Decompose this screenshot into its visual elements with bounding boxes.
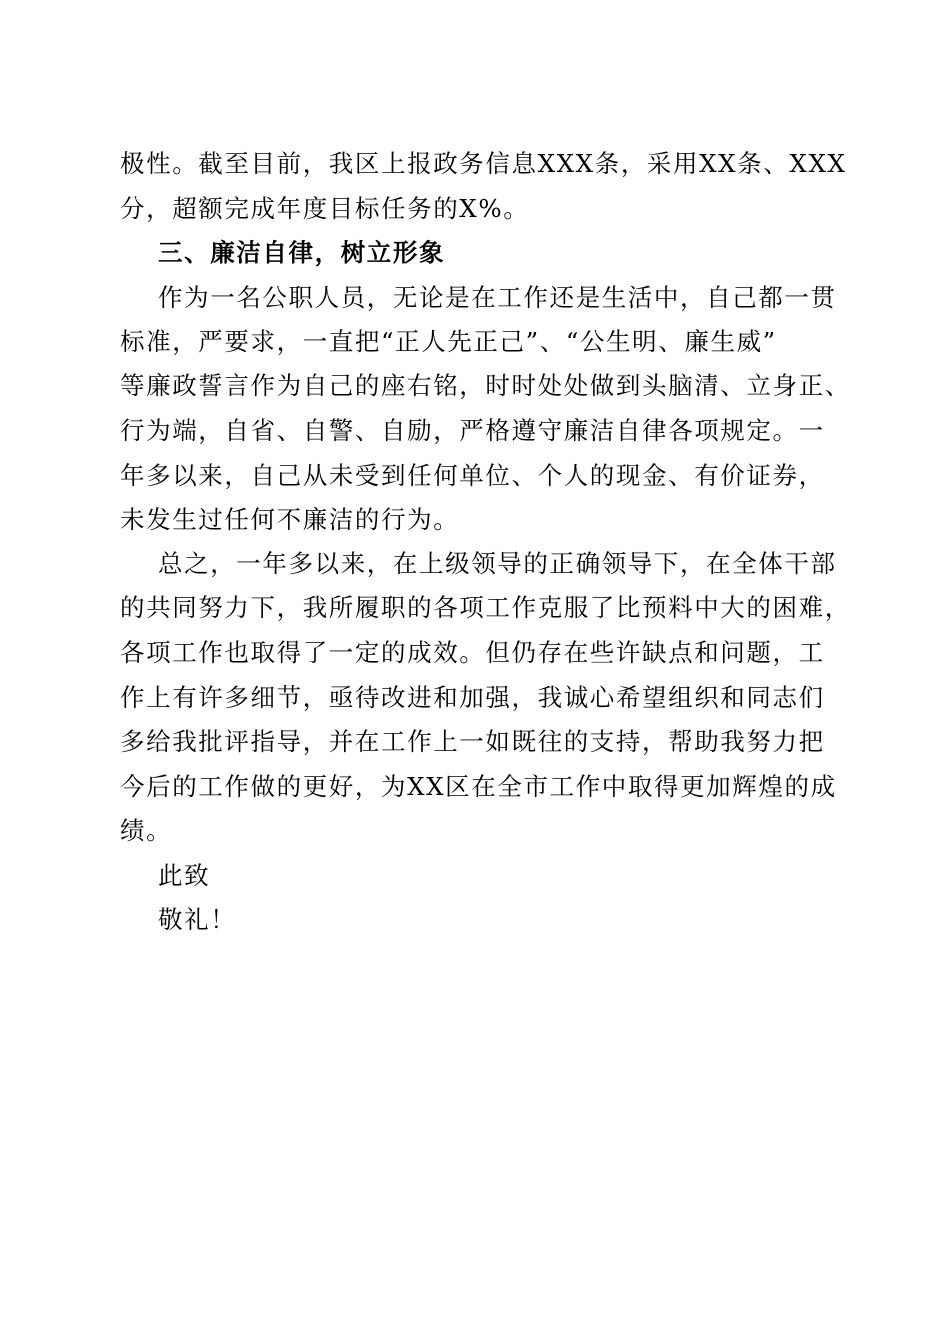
paragraph-line: 未发生过任何不廉洁的行为。 xyxy=(120,505,460,534)
paragraph-line: 等廉政誓言作为自己的座右铭，时时处处做到头脑清、立身正、 xyxy=(120,371,851,400)
closing-salutation: 此致 xyxy=(158,861,211,890)
paragraph-line: 行为端，自省、自警、自励，严格遵守廉洁自律各项规定。一 xyxy=(120,416,825,445)
paragraph-line: 各项工作也取得了一定的成效。但仍存在些许缺点和问题，工 xyxy=(120,638,825,667)
paragraph-line: 作上有许多细节，亟待改进和加强，我诚心希望组织和同志们 xyxy=(120,683,825,712)
paragraph-line: 标准，严要求，一直把“正人先正己”、“公生明、廉生威” xyxy=(120,327,777,356)
paragraph-line: 年多以来，自己从未受到任何单位、个人的现金、有价证券， xyxy=(120,461,825,490)
paragraph-line: 总之，一年多以来，在上级领导的正确领导下，在全体干部 xyxy=(158,549,837,578)
paragraph-line: 多给我批评指导，并在工作上一如既往的支持，帮助我努力把 xyxy=(120,727,825,756)
paragraph-line: 极性。截至目前，我区上报政务信息XXX条，采用XX条、XXX xyxy=(120,149,847,178)
paragraph-line: 作为一名公职人员，无论是在工作还是生活中，自己都一贯 xyxy=(158,283,837,312)
paragraph-line: 分，超额完成年度目标任务的X%。 xyxy=(120,194,530,223)
section-heading: 三、廉洁自律，树立形象 xyxy=(158,238,446,267)
paragraph-line: 今后的工作做的更好，为XX区在全市工作中取得更加辉煌的成 xyxy=(120,772,837,801)
closing-regards: 敬礼！ xyxy=(158,905,237,934)
paragraph-line: 绩。 xyxy=(120,816,173,845)
paragraph-line: 的共同努力下，我所履职的各项工作克服了比预料中大的困难， xyxy=(120,593,851,622)
